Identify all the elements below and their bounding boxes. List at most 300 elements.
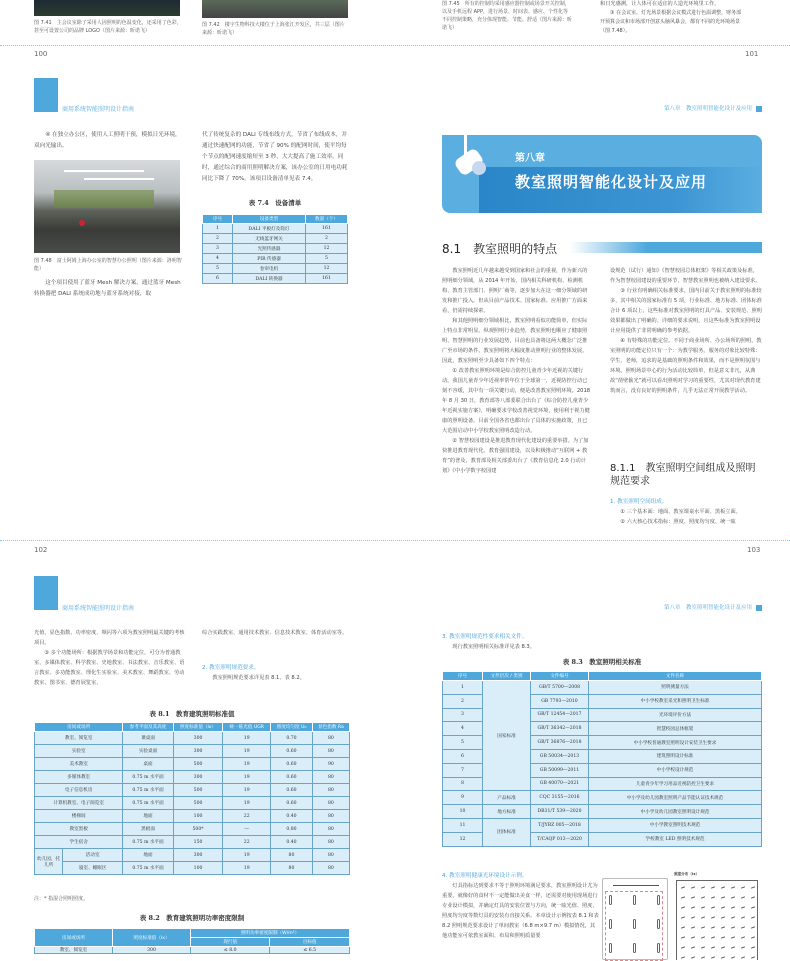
cell: 中小学及幼儿园教室照明产品节能认证技术规范 bbox=[589, 791, 762, 805]
paragraph: 现行教室照明相关标准详见表 8.3。 bbox=[452, 644, 535, 650]
page104-col1 bbox=[34, 628, 186, 688]
cell: 5 bbox=[203, 264, 233, 274]
isolux-mark bbox=[681, 896, 685, 898]
group-cell: 幼儿园、托儿所 bbox=[35, 849, 63, 875]
cell: T/CAQP 013—2020 bbox=[531, 832, 589, 846]
figure-7-41-photo bbox=[34, 0, 180, 16]
isolux-mark bbox=[741, 956, 745, 958]
cell: PIR 传感器 bbox=[233, 254, 306, 264]
table-row bbox=[35, 797, 350, 810]
isolux-mark bbox=[711, 906, 715, 908]
isolux-mark bbox=[741, 946, 745, 948]
isolux-mark bbox=[731, 936, 735, 938]
cell: GB 7793—2010 bbox=[531, 694, 589, 708]
cell: 电子信息机房 bbox=[35, 784, 123, 797]
page103-col1 bbox=[442, 266, 592, 476]
cell: 多媒体教室 bbox=[35, 771, 123, 784]
illuminance-distribution-chart bbox=[674, 872, 762, 960]
cell: 0.70 bbox=[271, 732, 313, 745]
cell: GB/T 5700—2008 bbox=[531, 681, 589, 695]
isolux-mark bbox=[701, 956, 705, 958]
cell: DALI 平板灯及筒灯 bbox=[233, 224, 306, 234]
isolux-mark bbox=[741, 896, 745, 898]
cell: 3 bbox=[203, 244, 233, 254]
isolux-mark bbox=[721, 946, 725, 948]
cell: 90 bbox=[312, 758, 349, 771]
cell: 300 bbox=[173, 745, 223, 758]
table-row bbox=[35, 862, 350, 875]
table-header-row bbox=[443, 672, 762, 681]
category-cell: 产品标准 bbox=[483, 791, 531, 805]
cell: 80 bbox=[312, 797, 349, 810]
isolux-mark bbox=[721, 926, 725, 928]
table-8-1-title: 表 8.1 教育建筑照明标准值 bbox=[149, 710, 235, 718]
header-square-icon bbox=[756, 605, 762, 611]
isolux-mark bbox=[731, 916, 735, 918]
isolux-mark bbox=[741, 926, 745, 928]
table-row bbox=[35, 771, 350, 784]
cell: 22 bbox=[223, 810, 271, 823]
isolux-mark bbox=[741, 936, 745, 938]
col-header: 显色指数 Ra bbox=[312, 723, 349, 732]
item1-list bbox=[610, 507, 762, 527]
page-divider bbox=[0, 540, 790, 541]
page102-col1-para2 bbox=[34, 278, 182, 300]
chapter-banner bbox=[442, 135, 762, 213]
item2-text bbox=[202, 673, 354, 684]
table-row bbox=[35, 836, 350, 849]
paragraph: ② 智慧校园建设是推进教育现代化建设的重要举措。为了加快推进教育现代化、教育强国建设，以及积极推动“互联网 + 教育”的普及，教育部及相关部委出台了《教育信息化 2.0 行动计划》《中小学数字校园建 bbox=[442, 438, 589, 474]
table-8-2 bbox=[34, 928, 350, 954]
cell: 学校教室 LED 照明技术规范 bbox=[589, 832, 762, 846]
cell: 0.80 bbox=[271, 823, 313, 836]
isolux-mark bbox=[731, 956, 735, 958]
cell: 6 bbox=[443, 749, 483, 763]
cell: 中小学校设计规范 bbox=[589, 763, 762, 777]
cell: 8 bbox=[443, 777, 483, 791]
table-row bbox=[35, 810, 350, 823]
isolux-mark bbox=[681, 936, 685, 938]
paragraph: ③ 行业有明确相关标准要求。国内目前关于教室照明的标准较多，其中相关的国家标准有 5 项，行业标准、地方标准、团体标准合计 6 项以上，这些标准对教室照明的灯具产品、安装规范、照明效果都做出了明确的、详细的要求说明，且这些标准为教室照明设计应用提供了非常明确的参考依据。 bbox=[610, 288, 762, 334]
cell: 300 bbox=[113, 947, 191, 954]
cell: 美术教室 bbox=[35, 758, 123, 771]
list-item: ② 六大核心技术指标：照度、照度均匀度、统一眩 bbox=[620, 519, 736, 525]
isolux-mark bbox=[701, 886, 705, 888]
paragraph: 灯具指标达到要求不等于照明环境满足要求，教室照明设计尤为重要。就像好的食材不一定能做出美食一样，还需要对使用现场进行专业设计模拟，并确定灯具的安装位置与方向，统一眩光值、照度、照度均匀度等数灯具的安装有直接关系。本章设计示例按表 8.1 和表 8.2 照明规范要求设计了单间教室（6.8 m×9.7 m）模拟情况，其他功能室可依教室面积、布局和照明质量要 bbox=[442, 883, 599, 939]
cell: 0.60 bbox=[271, 784, 313, 797]
cell: 0.60 bbox=[271, 758, 313, 771]
category-cell: 国家标准 bbox=[483, 681, 531, 791]
cell: 中小学及幼儿园教室照明设计规范 bbox=[589, 805, 762, 819]
section-8-1-title: 8.1 教室照明的特点 bbox=[442, 242, 558, 256]
cell: 教室、阅览室 bbox=[35, 732, 123, 745]
paragraph: ① 改善教室照明环境是综合防控儿童青少年近视的关键行动。我国儿童青少年近视率常年位于全球第一，近视防控行动已刻不容缓，其中有一项关键行动，便是改善教室照明环境。2018 年 8 月 30 日，教育部等八部委联合出台了《综合防控儿童青少年近视实施方案》，明确要求学校改善视觉环境，使用利于视力健康的照明设备。目前全国各省也都出台了具体的实施政策，且已大范围启动中小学校教室照明改造行动。 bbox=[442, 368, 591, 434]
cell: 100 bbox=[173, 810, 223, 823]
isolux-mark bbox=[721, 906, 725, 908]
page-number-101: 101 bbox=[745, 50, 759, 58]
running-header-title: 商用系统智能照明设计指南 bbox=[62, 106, 135, 113]
isolux-mark bbox=[741, 886, 745, 888]
cell: 学生宿舍 bbox=[35, 836, 123, 849]
isolux-mark bbox=[751, 886, 755, 888]
table-row bbox=[203, 254, 348, 264]
cell: 4 bbox=[443, 722, 483, 736]
isolux-mark bbox=[681, 926, 685, 928]
isolux-mark bbox=[701, 896, 705, 898]
cell: 活动室 bbox=[63, 849, 123, 862]
cell: 300 bbox=[173, 732, 223, 745]
page-number-100: 100 bbox=[34, 50, 48, 58]
table-header-row bbox=[203, 215, 348, 224]
isolux-mark bbox=[731, 886, 735, 888]
col-header: 目标值 bbox=[270, 938, 350, 947]
isolux-mark bbox=[691, 926, 695, 928]
table-7-4-title: 表 7.4 设备清单 bbox=[248, 199, 302, 207]
table-8-1 bbox=[34, 722, 350, 875]
page103-col2 bbox=[610, 266, 762, 396]
isolux-mark bbox=[721, 886, 725, 888]
cell: GB/T 12454—2017 bbox=[531, 708, 589, 722]
paragraph: ④ 在独立办公区，使用人工照明干预，模拟日光环境，双向光输出。 bbox=[34, 132, 181, 149]
table-row bbox=[35, 784, 350, 797]
isolux-mark bbox=[711, 916, 715, 918]
table-row bbox=[35, 732, 350, 745]
isolux-mark bbox=[751, 926, 755, 928]
col-header: 房间或场所 bbox=[35, 723, 123, 732]
isolux-mark bbox=[711, 946, 715, 948]
paragraph: ④ 有特殊的功能定位。不同于商业场所、办公场所的照明，教室照明的功能定位只有一个：为教学服务。服务的对象比较特殊：学生、老师，追求的是基础的照明条件和效果，而不是照明氛围与环境。照明场景中心的行为活动比较简单，但是意义非凡，从典故“凿壁偷光”就可以看出照明对学习的重要性，尤其对现代教育建筑而言，没有良好的照明条件，几乎无法正常开展教学活动。 bbox=[610, 338, 762, 394]
isolux-mark bbox=[731, 926, 735, 928]
cell: 80 bbox=[312, 810, 349, 823]
cell: 地面 bbox=[123, 849, 173, 862]
col-header: 文件层次 / 类别 bbox=[483, 672, 531, 681]
cell: ≤ 6.5 bbox=[270, 947, 350, 954]
cell: 实验桌面 bbox=[123, 745, 173, 758]
chapter-label: 第八章 bbox=[515, 153, 545, 164]
page102-col1-para1 bbox=[34, 130, 182, 152]
chapter-title: 教室照明智能化设计及应用 bbox=[515, 173, 708, 191]
col-header: 房间或场所 bbox=[35, 929, 113, 947]
isolux-mark bbox=[681, 916, 685, 918]
table-row bbox=[203, 234, 348, 244]
cell: 2 bbox=[306, 234, 348, 244]
category-cell: 地方标准 bbox=[483, 805, 531, 819]
cell: 80 bbox=[312, 732, 349, 745]
isolux-mark bbox=[751, 936, 755, 938]
page104-col2 bbox=[202, 628, 354, 638]
isolux-mark bbox=[691, 896, 695, 898]
cell: GB/T 36342—2018 bbox=[531, 722, 589, 736]
paragraph: 光值、显色指数、功率密度、频闪等六项为教室照明最关键的考核项目。 bbox=[34, 630, 185, 646]
cell: 80 bbox=[312, 862, 349, 875]
cell: 500 bbox=[173, 797, 223, 810]
isolux-mark bbox=[721, 936, 725, 938]
cell: 19 bbox=[223, 758, 271, 771]
isolux-mark bbox=[741, 906, 745, 908]
page101-line: 和日光感测，让人体可在适宜的人造光环境里工作。 bbox=[600, 1, 720, 7]
cell: 5 bbox=[306, 254, 348, 264]
table-row bbox=[203, 244, 348, 254]
cell: 80 bbox=[271, 849, 313, 862]
running-header-title: 商用系统智能照明设计指南 bbox=[62, 605, 135, 612]
page101-tail-line bbox=[600, 0, 760, 9]
col-header: 序号 bbox=[203, 215, 233, 224]
table-row bbox=[35, 947, 350, 954]
paragraph: 设规范（试行）通知》《智慧校园总体框架》等相关政策及标准，作为智慧校园建设的重要环节，智慧教室照明也被纳入建设要求。 bbox=[610, 268, 761, 284]
item4-heading: 4. 教室照明健康光环境设计示例。 bbox=[442, 873, 528, 879]
table-row bbox=[443, 818, 762, 832]
isolux-mark bbox=[681, 956, 685, 958]
cell: 19 bbox=[223, 797, 271, 810]
paragraph: 这个项目使用了蓝牙 Mesh 解决方案，通过蓝牙 Mesh 转换器把 DALI 系统成功地与蓝牙系统对接，取 bbox=[34, 280, 181, 297]
cell: T/JYBZ 005—2018 bbox=[531, 818, 589, 832]
cell: 2 bbox=[443, 694, 483, 708]
page-number-103: 103 bbox=[747, 546, 761, 554]
col-header: 统一眩光值 UGR bbox=[223, 723, 271, 732]
col-header: 照度均匀度 U₀ bbox=[271, 723, 313, 732]
isolux-mark bbox=[691, 936, 695, 938]
paragraph: 和其他照明细分领域相比，教室照明看似功能简单，但实际上特点非常明显。纵观照明行业趋势，教室照明也顺应了健康照明、智慧照明的行业发展趋势，目前也具备将这两大概念广泛推广至市场的条件。教室照明将大幅度推动照明行业的整体发展。因此，教室照明至少具备如下四个特点： bbox=[442, 318, 588, 364]
page-divider bbox=[0, 45, 790, 46]
cell: 0.75 m 水平面 bbox=[123, 784, 173, 797]
cell: 12 bbox=[443, 832, 483, 846]
cell: 卷帘电机 bbox=[233, 264, 306, 274]
figure-7-45-caption: 图 7.45 所有的控制均采用感应器控制或场景开关控制，以及手机远程 APP，进行场景、时间表、感应、个性化等不同控制策略，充分体现智能、节能、舒适（图片来源：昕诺飞） bbox=[442, 1, 573, 31]
table-8-3-title: 表 8.3 教室照明相关标准 bbox=[562, 658, 642, 666]
cell: 80 bbox=[312, 823, 349, 836]
cell: 80 bbox=[312, 836, 349, 849]
cell: 实验室 bbox=[35, 745, 123, 758]
cell: 2 bbox=[203, 234, 233, 244]
cell: 6 bbox=[203, 274, 233, 284]
running-header-block bbox=[34, 78, 58, 112]
cell: 3 bbox=[443, 708, 483, 722]
cell: 教室黑板 bbox=[35, 823, 123, 836]
table-row bbox=[443, 681, 762, 695]
cell: 4 bbox=[203, 254, 233, 264]
paragraph: 教室照明近几年越来越受到国家和社会的重视，作为新兴的照明细分领域，从 2014 年开始，国内相关科研机构、检测机构、教育主管部门、照明厂商等，逐步加大在这一细分领域的研发和推广投入，但从目前产品技术、国家标准、应用推广方面来看，仍需持续探索。 bbox=[442, 268, 588, 314]
cell: 0.75 m 水平面 bbox=[123, 862, 173, 875]
table-8-1-note: 注：* 指混合照明照度。 bbox=[34, 896, 89, 902]
paragraph: 代了传统复杂的 DALI 专线布线方式，节省了布线成本，并通过快速配网的功能，节省了 90% 的配网时间，使平均每个节点的配网速度缩短至 3 秒，大大提高了施工效率。同时，通过综合的商用照明解决方案，该办公室的日用电功耗同比下降了 70%。该项目设备清单见表 7.4。 bbox=[202, 132, 348, 182]
cell: 建筑照明设计标准 bbox=[589, 749, 762, 763]
isolux-mark bbox=[691, 946, 695, 948]
table-row bbox=[203, 224, 348, 234]
subsection-8-1-1-title: 8.1.1 教室照明空间组成及照明规范要求 bbox=[610, 463, 756, 487]
isolux-mark bbox=[721, 956, 725, 958]
page-number-102: 102 bbox=[34, 546, 48, 554]
isolux-mark bbox=[701, 916, 705, 918]
isolux-mark bbox=[731, 946, 735, 948]
table-row bbox=[35, 823, 350, 836]
cell: 19 bbox=[223, 862, 271, 875]
item3-text bbox=[442, 642, 642, 653]
cell: 光照传感器 bbox=[233, 244, 306, 254]
cell: 儿童青少年学习用品近视防控卫生要求 bbox=[589, 777, 762, 791]
table-row bbox=[35, 849, 350, 862]
isolux-mark bbox=[701, 946, 705, 948]
cell: 80 bbox=[312, 745, 349, 758]
cell: 19 bbox=[223, 849, 271, 862]
illuminance-label: 照度分布（lx） bbox=[674, 872, 700, 876]
cell: 80 bbox=[312, 784, 349, 797]
cell: 中小学校教室采光和照明卫生标准 bbox=[589, 694, 762, 708]
cell: 黑板面 bbox=[123, 823, 173, 836]
cell: 0.60 bbox=[271, 771, 313, 784]
figure-7-42-photo bbox=[202, 0, 348, 18]
cell: 无线蓝牙网关 bbox=[233, 234, 306, 244]
isolux-mark bbox=[741, 916, 745, 918]
isolux-mark bbox=[711, 896, 715, 898]
cell: 22 bbox=[223, 836, 271, 849]
isolux-mark bbox=[721, 916, 725, 918]
page101-paragraph: ③ 在会议室，灯光场景根据会议模式进行色温调整，财务部开预算会议和市场部开创意头脑风暴会，都有不同的光环境场景（图 7.48）。 bbox=[600, 10, 742, 34]
cell: 100 bbox=[173, 862, 223, 875]
cell: 500 bbox=[173, 784, 223, 797]
item4-text bbox=[442, 881, 600, 941]
cell: 500 bbox=[173, 758, 223, 771]
table-8-3 bbox=[442, 671, 762, 847]
cell: 智慧校园总体框架 bbox=[589, 722, 762, 736]
cell: GB/T 36876—2018 bbox=[531, 736, 589, 750]
isolux-mark bbox=[751, 916, 755, 918]
isolux-mark bbox=[691, 886, 695, 888]
cell: 中小学教室照明技术规范 bbox=[589, 818, 762, 832]
col-header: 照度标准值（lx） bbox=[113, 929, 191, 947]
table-row bbox=[443, 791, 762, 805]
cell: 19 bbox=[223, 745, 271, 758]
item1-heading: 1. 教室照明空间组成。 bbox=[610, 499, 668, 505]
table-row bbox=[203, 264, 348, 274]
col-header: 数量（个） bbox=[306, 215, 348, 224]
cell: 80 bbox=[312, 771, 349, 784]
isolux-mark bbox=[711, 886, 715, 888]
isolux-mark bbox=[701, 906, 705, 908]
col-header: 照度标准值（lx） bbox=[173, 723, 223, 732]
cell: DALI 转换器 bbox=[233, 274, 306, 284]
cell: 161 bbox=[306, 274, 348, 284]
isolux-mark bbox=[731, 896, 735, 898]
isolux-mark bbox=[681, 886, 685, 888]
isolux-mark bbox=[691, 916, 695, 918]
cell: GB 50034—2013 bbox=[531, 749, 589, 763]
table-8-2-title: 表 8.2 教育建筑照明功率密度限制 bbox=[139, 914, 245, 922]
isolux-mark bbox=[751, 946, 755, 948]
classroom-layout-plan bbox=[602, 878, 668, 960]
figure-7-41-caption: 图 7.41 主会议室除了采用人因照明的色温变化，还采用了色彩，甚至可设置公司的品牌 LOGO（图片来源：昕诺飞） bbox=[34, 20, 182, 34]
table-row bbox=[35, 745, 350, 758]
col-header: 设备类型 bbox=[233, 215, 306, 224]
cell: 课桌面 bbox=[123, 732, 173, 745]
cell: 0.60 bbox=[271, 797, 313, 810]
table-row bbox=[203, 274, 348, 284]
page102-col2-para bbox=[202, 130, 350, 185]
isolux-mark bbox=[681, 946, 685, 948]
table-row bbox=[443, 805, 762, 819]
cell: 光环境评价方法 bbox=[589, 708, 762, 722]
isolux-mark bbox=[691, 906, 695, 908]
isolux-mark bbox=[731, 906, 735, 908]
cell: 地面 bbox=[123, 810, 173, 823]
cell: 9 bbox=[443, 791, 483, 805]
running-header-block bbox=[34, 576, 58, 610]
cell: 照明测量方法 bbox=[589, 681, 762, 695]
paragraph: 教室照明规范要求详见表 8.1、表 8.2。 bbox=[212, 675, 305, 681]
cell: 桌面 bbox=[123, 758, 173, 771]
isolux-mark bbox=[701, 926, 705, 928]
cell: 10 bbox=[443, 805, 483, 819]
isolux-mark bbox=[701, 936, 705, 938]
cell: DB31/T 539—2020 bbox=[531, 805, 589, 819]
cell: 7 bbox=[443, 763, 483, 777]
item2-heading: 2. 教室照明规范要求。 bbox=[202, 665, 260, 671]
cell: ≤ 8.0 bbox=[191, 947, 270, 954]
col-header: 序号 bbox=[443, 672, 483, 681]
col-header: 现行值 bbox=[191, 938, 270, 947]
cell: 161 bbox=[306, 224, 348, 234]
cell: 80 bbox=[271, 862, 313, 875]
cell: 0.40 bbox=[271, 810, 313, 823]
cell: 300 bbox=[173, 849, 223, 862]
cell: 19 bbox=[223, 784, 271, 797]
cell: 寝室、睡眠区 bbox=[63, 862, 123, 875]
cell: 楼梯间 bbox=[35, 810, 123, 823]
cell: 300 bbox=[173, 771, 223, 784]
figure-7-48-caption: 图 7.48 富士阿姆上海办公室的智慧办公照明（图片来源：洛明智能） bbox=[34, 258, 182, 272]
table-header-row bbox=[35, 929, 350, 938]
col-header: 文件编号 bbox=[531, 672, 589, 681]
cell: 12 bbox=[306, 244, 348, 254]
header-square-icon bbox=[756, 106, 762, 112]
isolux-mark bbox=[711, 956, 715, 958]
item3-heading: 3. 教室照明规范性要求相关文件。 bbox=[442, 634, 528, 640]
isolux-mark bbox=[751, 906, 755, 908]
isolux-mark bbox=[691, 956, 695, 958]
page101-tail-paragraph bbox=[600, 9, 746, 36]
cell: — bbox=[223, 823, 271, 836]
cell: 11 bbox=[443, 818, 483, 832]
cell: 0.40 bbox=[271, 836, 313, 849]
cell: 150 bbox=[173, 836, 223, 849]
cell: GB 50099—2011 bbox=[531, 763, 589, 777]
cell: 80 bbox=[312, 849, 349, 862]
isolux-mark bbox=[751, 956, 755, 958]
col-header: 照明功率密度限制（W/m²） bbox=[191, 929, 350, 938]
isolux-mark bbox=[711, 936, 715, 938]
running-header-text: 第八章 教室照明智能化设计及应用 bbox=[663, 106, 752, 112]
cell: 计算机教室、电子阅览室 bbox=[35, 797, 123, 810]
table-7-4 bbox=[202, 214, 348, 284]
running-header-right bbox=[600, 603, 762, 611]
cell: 19 bbox=[223, 771, 271, 784]
col-header: 参考平面及其高度 bbox=[123, 723, 173, 732]
paragraph: 综合实践教室、通用技术教室、信息技术教室、体育活动室等。 bbox=[202, 630, 348, 636]
cell: 1 bbox=[203, 224, 233, 234]
cell: 0.75 m 水平面 bbox=[123, 836, 173, 849]
paragraph: ③ 多个功能场所：根据教学场景和功能定位，可分为普通教室、多媒体教室、科学教室、史地教室、书法教室、音乐教室、语言教室、多功能教室、理化生实验室、美术教室、舞蹈教室、劳动教室、图书室、德育展览室、 bbox=[34, 650, 185, 686]
cell: 0.75 m 水平面 bbox=[123, 797, 173, 810]
table-row bbox=[35, 758, 350, 771]
figure-7-42-caption: 图 7.42 楼宇生物科技大楼位于上海张江开发区，共三层（图片来源：昕诺飞） bbox=[202, 22, 345, 36]
cell: CQC 3155—2016 bbox=[531, 791, 589, 805]
cell: 19 bbox=[223, 732, 271, 745]
cell: 0.75 m 水平面 bbox=[123, 771, 173, 784]
cell: 5 bbox=[443, 736, 483, 750]
col-header: 文件名称 bbox=[589, 672, 762, 681]
running-header-right bbox=[600, 104, 762, 112]
isolux-mark bbox=[681, 906, 685, 908]
isolux-mark bbox=[711, 926, 715, 928]
